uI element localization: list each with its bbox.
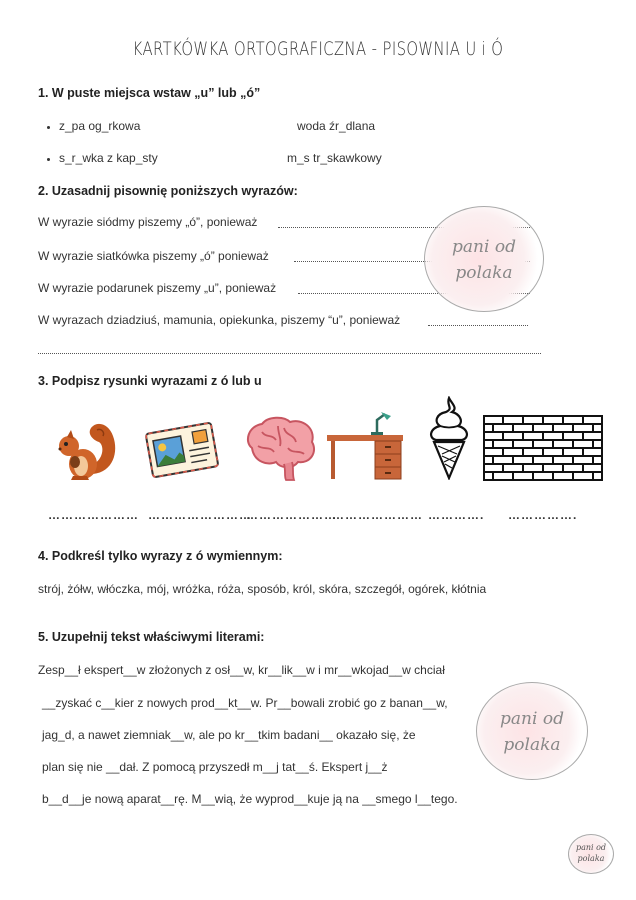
page-title: KARTKÓWKA ORTOGRAFICZNA - PISOWNIA U i Ó xyxy=(132,38,504,60)
sec1-item-4: m_s tr_skawkowy xyxy=(287,151,382,165)
brain-icon xyxy=(240,412,320,482)
sec5-line-2: __zyskać c__kier z nowych prod__kt__w. Pr__bowali zrobić go z banan__w, xyxy=(42,696,448,710)
section-1-heading: 1. W puste miejsca wstaw „u” lub „ó” xyxy=(38,86,261,100)
sec5-line-1: Zesp__ł ekspert__w złożonych z osł__w, kr__lik__w i mr__wkojad__w chciał xyxy=(38,663,445,677)
picture-answer-2[interactable]: …………………… xyxy=(148,508,252,522)
watermark-stamp xyxy=(424,206,544,312)
section-2-heading: 2. Uzasadnij pisownię poniższych wyrazów: xyxy=(38,184,298,198)
sec5-line-3: jag_d, a nawet ziemniak__w, ale po kr__tkim badani__ okazało się, że xyxy=(42,728,416,742)
sec1-item-1: z_pa og_rkowa xyxy=(59,119,141,133)
watermark-line-1: pani od xyxy=(452,237,516,257)
watermark-stamp xyxy=(476,682,588,780)
postcard-icon xyxy=(143,420,221,480)
brick-wall-icon xyxy=(483,415,603,481)
section-5-heading: 5. Uzupełnij tekst właściwymi literami: xyxy=(38,630,265,644)
sec4-word-list[interactable]: strój, żółw, włóczka, mój, wróżka, róża, sposób, król, skóra, szczegół, ogórek, kłótnia xyxy=(38,582,487,596)
sec2-line-2: W wyrazie siatkówka piszemy „ó” ponieważ xyxy=(38,249,269,263)
sec5-line-5: b__d__je nową aparat__rę. M__wią, że wyprod__kuje ją na __smego l__tego. xyxy=(42,792,458,806)
answer-line[interactable] xyxy=(428,325,528,326)
desk-icon xyxy=(325,410,405,482)
answer-line[interactable] xyxy=(38,353,541,354)
ice-cream-icon xyxy=(424,396,474,480)
section-4-heading: 4. Podkreśl tylko wyrazy z ó wymiennym: xyxy=(38,549,283,563)
watermark-line-1: pani od xyxy=(500,709,564,729)
picture-answer-3[interactable]: ………………… xyxy=(246,508,337,522)
picture-answer-1[interactable]: ………………… xyxy=(48,508,139,522)
squirrel-icon xyxy=(53,412,121,484)
bullet-icon xyxy=(47,158,50,161)
bullet-icon xyxy=(47,126,50,129)
sec2-line-3: W wyrazie podarunek piszemy „u”, ponieważ xyxy=(38,281,277,295)
section-3-heading: 3. Podpisz rysunki wyrazami z ó lub u xyxy=(38,374,262,388)
logo-line-2: polaka xyxy=(577,854,605,863)
sec2-line-4: W wyrazach dziadziuś, mamunia, opiekunka, piszemy “u”, ponieważ xyxy=(38,313,401,327)
sec2-line-1: W wyrazie siódmy piszemy „ó”, ponieważ xyxy=(38,215,258,229)
logo-line-1: pani od xyxy=(575,843,607,852)
sec1-item-3: s_r_wka z kap_sty xyxy=(59,151,158,165)
sec1-item-2: woda źr_dlana xyxy=(297,119,376,133)
watermark-line-2: polaka xyxy=(503,735,561,755)
watermark-line-2: polaka xyxy=(455,263,513,283)
picture-answer-4[interactable]: ………………… xyxy=(332,508,423,522)
logo-stamp xyxy=(568,834,614,874)
picture-answer-6[interactable]: ……………. xyxy=(508,508,578,522)
picture-answer-5[interactable]: …………. xyxy=(428,508,485,522)
sec5-line-4: plan się nie __dał. Z pomocą przyszedł m__j tat__ś. Ekspert j__ż xyxy=(42,760,388,774)
